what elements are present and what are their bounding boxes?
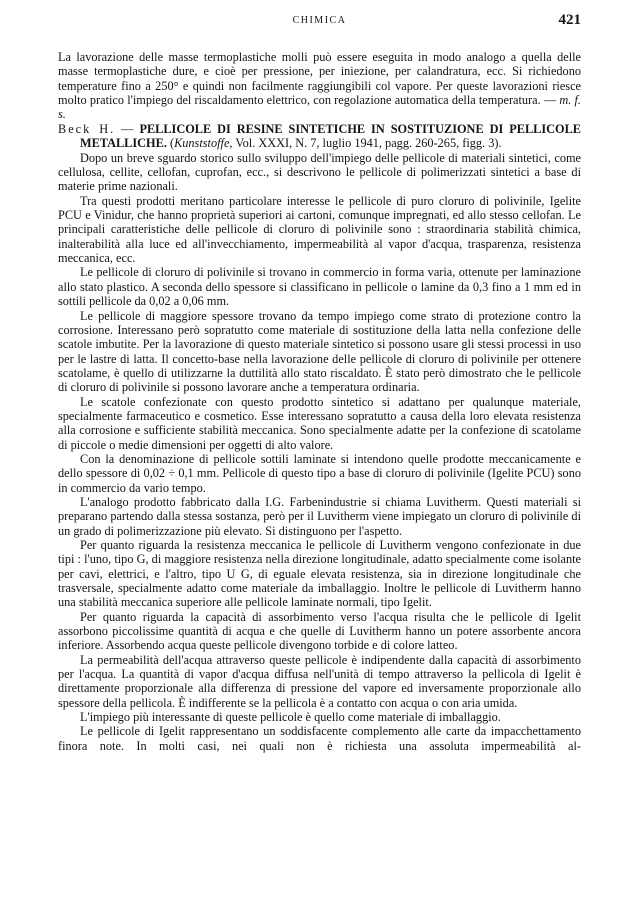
paragraph-7: L'analogo prodotto fabbricato dalla I.G. Farbenindustrie si chiama Luvitherm. Questi materiali si preparano partendo dalla stessa sostanza, però per il Luvitherm viene impiegato un cloruro di polivinile di un grado di polimerizzazione più elevato. Si distinguono per l'aspetto. [58,494,581,538]
source-details: , Vol. XXXI, N. 7, luglio 1941, pagg. 260-265, figg. 3). [229,136,502,151]
intro-paragraph-text: La lavorazione delle masse termoplastiche molli può essere eseguita in modo analogo a quella delle masse termoplastiche dure, e cioè per pressione, per iniezione, per calandratura, ecc. Si richiedono temperature fino a 250° e quindi non facilmente raggiungibili col vapore. Per queste lavorazioni riesce molto pratico l'impiego del riscaldamento elettrico, con regolazione automatica della temperatura. — [58,50,581,108]
paragraph-11: L'impiego più interessante di queste pellicole è quello come materiale di imballaggio. [80,710,501,725]
paragraph-4: Le pellicole di maggiore spessore trovano da tempo impiego come strato di protezione contro la corrosione. Interessano però sopratutto come materiale di sostituzione della latta nella confezione delle scatole imbutite. Per la lavorazione di questo materiale sintetico si possono usare gli stessi processi in uso per le lastre di latta. Il concetto-base nella lavorazione delle pellicole di cloruro di polivinile per ottenere scatolame, è quello di utilizzarne la duttilità allo stato riscaldato. È stato però dimostrato che le pellicole di cloruro di polivinile si possono lavorare anche a temperatura ordinaria. [58,308,581,395]
heading-dash: — [115,121,140,136]
running-head [58,12,581,34]
source-open: ( [166,136,175,151]
source-journal: Kunststoffe [174,136,230,151]
section-title: CHIMICA [292,15,347,26]
intro-paragraph [58,50,581,122]
paragraph-10: La permeabilità dell'acqua attraverso queste pellicole è indipendente dalla capacità di assorbimento per l'acqua. La quantità di vapor d'acqua diffusa nell'unità di tempo attraverso la pellicola di Igelit è direttamente proporzionale alla differenza di pressione del vapore ed inversamente proporzionale allo spessore della pellicola. È indifferente se la pellicola è a contatto con acqua o con aria umida. [58,652,581,710]
signature: m. f. s. [58,93,581,122]
paragraph-8: Per quanto riguarda la resistenza meccanica le pellicole di Luvitherm vengono confezionate in due tipi : l'uno, tipo G, di maggiore resistenza nella direzione longitudinale, adatto specialmente come isolante per cavi, elettrici, e l'altro, tipo U G, di eguale elevata resistenza, sia in direzione longitudinale che trasversale, specialmente adatto come materiale da imballaggio. Inoltre le pellicole di Luvitherm hanno una stabilità meccanica superiore alle pellicole laminate normali, tipo Igelit. [58,538,581,610]
paragraph-3: Le pellicole di cloruro di polivinile si trovano in commercio in forma varia, ottenute per laminazione allo stato plastico. A seconda dello spessore si classificano in pellicole o lamine da 0,3 fino a 1 mm ed in sottili pellicole da 0,02 a 0,06 mm. [58,265,581,309]
paragraph-9: Per quanto riguarda la capacità di assorbimento verso l'acqua risulta che le pellicole di Igelit assorbono piccolissime quantità di acqua e che quelle di Luvitherm hanno un potere assorbente ancora inferiore. Assorbendo acqua queste pellicole divengono torbide e di colore latteo. [58,609,581,653]
paragraph-2: Tra questi prodotti meritano particolare interesse le pellicole di puro cloruro di polivinile, Igelite PCU e Vinidur, che hanno proprietà superiori ai cartoni, comunque impregnati, ed allo stesso cellofan. Le principali caratteristiche delle pellicole di cloruro di polivinile sono : straordinaria stabilità chimica, inalterabilità alla luce ed all'invecchiamento, impermeabilità al vapor d'acqua, trasparenza, resistenza meccanica, ecc. [58,193,581,266]
paragraph-1: Dopo un breve sguardo storico sullo sviluppo dell'impiego delle pellicole di materiali sintetici, come cellulosa, cellite, cellofan, cuprofan, ecc., si descrivono le pellicole di polimerizzati sintetici a base di materie prime nazionali. [58,150,581,194]
article-heading [58,122,581,151]
page-number: 421 [558,12,581,28]
body-text [58,50,581,753]
paragraph-5: Le scatole confezionate con questo prodotto sintetico si adattano per qualunque materiale, specialmente farmaceutico e cosmetico. Esse interessano sopratutto a causa della loro elevata resistenza alla corrosione e sufficiente stabilità meccanica. Sono specialmente adatte per la confezione di scatolame di piccole o medie dimensioni per oggetti di alto valore. [58,394,581,452]
paragraph-6: Con la denominazione di pellicole sottili laminate si intendono quelle prodotte meccanicamente e dello spessore di 0,02 ÷ 0,1 mm. Pellicole di questo tipo a base di cloruro di polivinile (Igelite PCU) sono in commercio da vario tempo. [58,451,581,495]
article-author: Beck H. [58,121,116,136]
paragraph-12: Le pellicole di Igelit rappresentano un soddisfacente complemento alle carte da impacchettamento finora note. In molti casi, nei quali non è richiesta una assoluta impermeabilità al- [58,724,581,753]
article-title: PELLICOLE DI RESINE SINTETICHE IN SOSTITUZIONE DI PELLICOLE METALLICHE. [80,121,581,151]
